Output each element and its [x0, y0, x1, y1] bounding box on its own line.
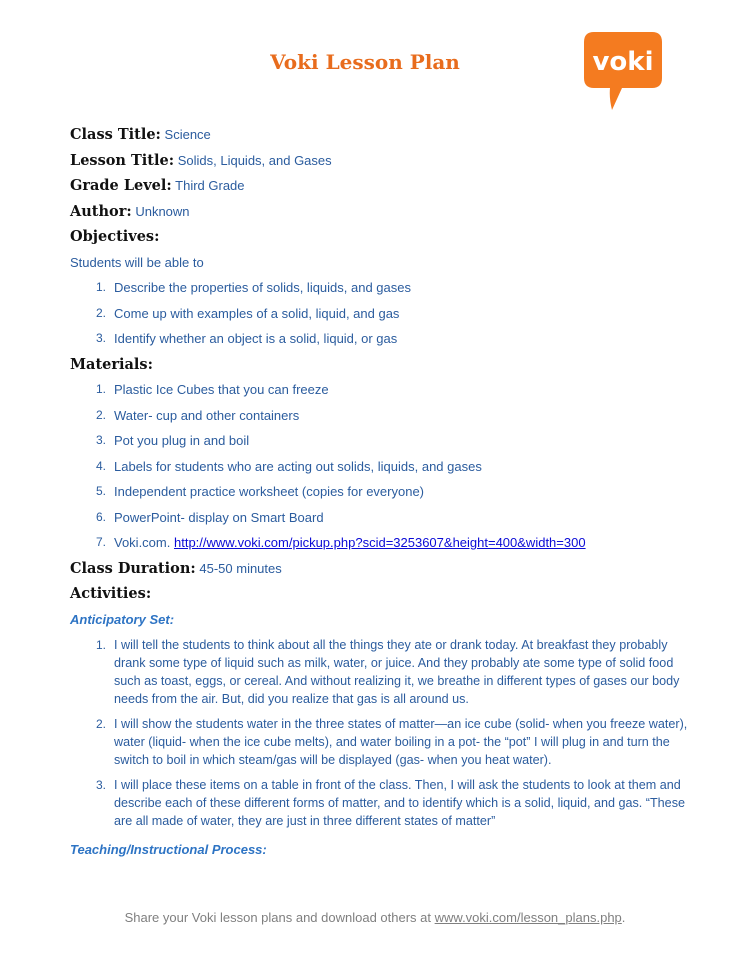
list-item: 5. Independent practice worksheet (copies for everyone) — [96, 484, 425, 499]
objectives-heading: Objectives: — [70, 228, 160, 245]
list-item: 3. I will place these items on a table in front of the class. Then, I will ask the students to look at them and describe each of these different forms of matter, and to identify which is a solid, liquid, and gas. “These are all made of water, they are just in three different states of matter” — [96, 777, 685, 828]
voki-prefix: Voki.com. — [114, 535, 171, 550]
footer-period: . — [621, 910, 626, 925]
voki-pickup-link[interactable]: http://www.voki.com/pickup.php?scid=3253607&height=400&width=300 — [173, 535, 586, 550]
lesson-title-field — [70, 148, 690, 174]
list-item: 7. Voki.com. http://www.voki.com/pickup.php?scid=3253607&height=400&width=300 — [96, 535, 586, 550]
grade-level-label: Grade Level: — [70, 177, 172, 194]
footer-text: Share your Voki lesson plans and download others at — [124, 910, 431, 925]
list-item: 2. Water- cup and other containers — [96, 407, 300, 423]
footer — [0, 910, 750, 925]
objectives-intro: Students will be able to — [70, 254, 204, 270]
voki-logo — [582, 28, 664, 114]
logo-text: voki — [592, 47, 654, 77]
list-item: 3. Identify whether an object is a solid, liquid, or gas — [96, 331, 398, 346]
page-title: Voki Lesson Plan — [270, 50, 460, 74]
materials-list — [70, 377, 690, 556]
anticipatory-set-list — [70, 636, 690, 830]
grade-level-value: Third Grade — [175, 178, 245, 193]
materials-heading: Materials: — [70, 355, 153, 373]
list-item: 2. I will show the students water in the three states of matter—an ice cube (solid- when you freeze water), water (liquid- when the ice cube melts), and water boiling in a pot- the “pot” I will plug in and turn the switch to boil in which steam/gas will be displayed (gas- when you heat water). — [96, 716, 688, 767]
list-item: 4. Labels for students who are acting out solids, liquids, and gases — [96, 458, 482, 474]
class-title-value: Science — [164, 127, 211, 142]
class-title-field — [70, 122, 690, 148]
objectives-list — [70, 275, 690, 352]
list-item: 1. Describe the properties of solids, liquids, and gases — [96, 280, 411, 295]
list-item: 6. PowerPoint- display on Smart Board — [96, 509, 324, 525]
author-label: Author: — [70, 202, 132, 220]
author-field — [70, 199, 690, 225]
footer-link[interactable]: www.voki.com/lesson_plans.php — [434, 910, 622, 925]
activities-heading: Activities: — [70, 585, 152, 602]
class-title-label: Class Title: — [70, 126, 161, 143]
list-item: 1. I will tell the students to think about all the things they ate or drank today. At breakfast they probably drank some type of liquid such as milk, water, or juice. And they probably ate some type of solid food such as toast, eggs, or cereal. And without realizing it, we breathe in different types of gases our body needs from the air. But, did you realize that gas is all around us. — [96, 637, 680, 706]
teaching-process-heading: Teaching/Instructional Process: — [70, 841, 267, 857]
list-item: 1. Plastic Ice Cubes that you can freeze — [96, 382, 329, 397]
grade-level-field — [70, 173, 690, 199]
class-duration-label: Class Duration: — [70, 559, 196, 577]
author-value: Unknown — [135, 203, 190, 219]
lesson-content — [70, 122, 690, 862]
list-item: 2. Come up with examples of a solid, liquid, and gas — [96, 305, 400, 321]
list-item: 3. Pot you plug in and boil — [96, 433, 250, 448]
anticipatory-set-heading: Anticipatory Set: — [70, 611, 175, 627]
lesson-title-value: Solids, Liquids, and Gases — [177, 152, 332, 168]
lesson-title-label: Lesson Title: — [70, 151, 175, 169]
class-duration-field — [70, 556, 690, 582]
class-duration-value: 45-50 minutes — [199, 560, 282, 576]
